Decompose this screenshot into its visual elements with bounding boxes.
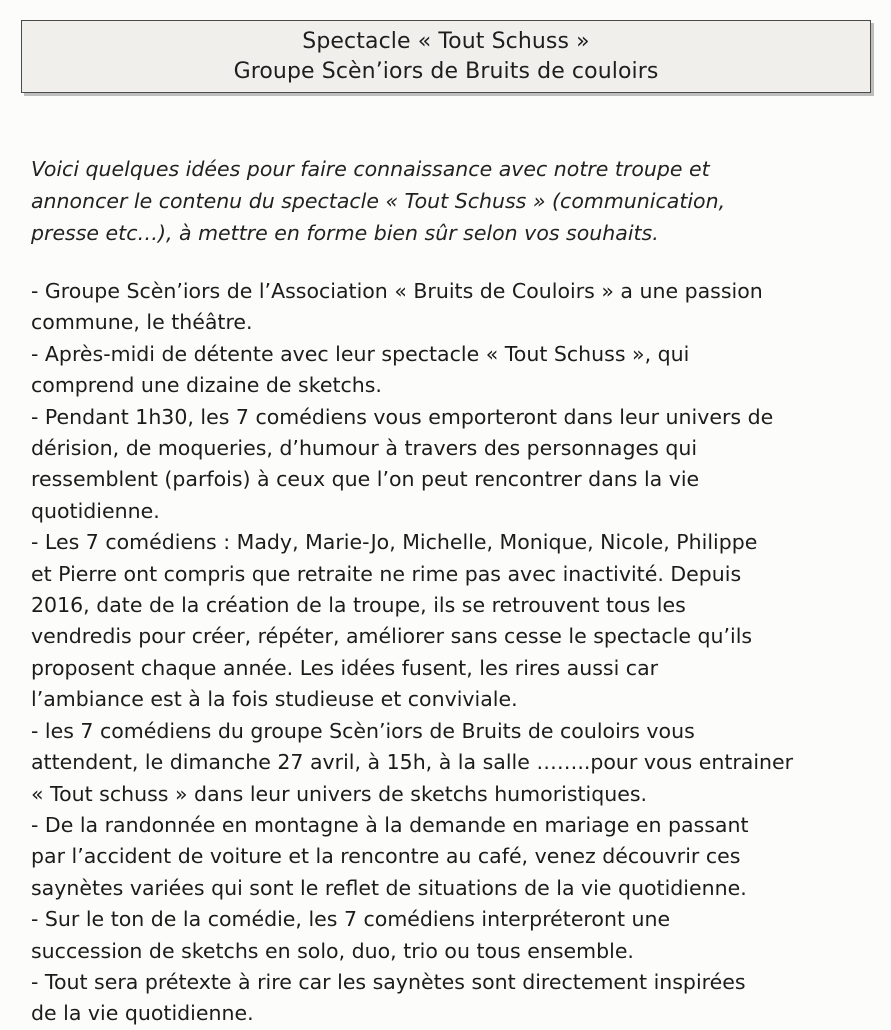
text-line: - Sur le ton de la comédie, les 7 comédiens interpréteront une <box>31 907 671 932</box>
text-line: proposent chaque année. Les idées fusent, les rires aussi car <box>31 655 659 680</box>
text-line: - Groupe Scèn’iors de l’Association « Bruits de Couloirs » a une passion <box>31 279 763 303</box>
intro-line: annoncer le contenu du spectacle « Tout Schuss » (communication, <box>31 189 726 213</box>
intro-line: presse etc…), à mettre en forme bien sûr selon vos souhaits. <box>31 221 659 245</box>
text-line: et Pierre ont compris que retraite ne rime pas avec inactivité. Depuis <box>31 561 742 586</box>
text-line: « Tout schuss » dans leur univers de sketchs humoristiques. <box>31 781 648 806</box>
document-subtitle: Groupe Scèn’iors de Bruits de couloirs <box>233 58 659 84</box>
text-line: - Après-midi de détente avec leur spectacle « Tout Schuss », qui <box>31 341 690 366</box>
text-line: - Tout sera prétexte à rire car les saynètes sont directement inspirées <box>31 969 746 994</box>
text-line: - les 7 comédiens du groupe Scèn’iors de Bruits de couloirs vous <box>31 718 695 743</box>
text-line: vendredis pour créer, répéter, améliorer sans cesse le spectacle qu’ils <box>31 624 753 649</box>
title-box <box>21 20 871 93</box>
text-line: comprend une dizaine de sketchs. <box>31 373 382 398</box>
text-line: saynètes variées qui sont le reflet de situations de la vie quotidienne. <box>31 875 747 900</box>
text-line: - Les 7 comédiens : Mady, Marie-Jo, Michelle, Monique, Nicole, Philippe <box>31 530 758 555</box>
text-line: - De la randonnée en montagne à la demande en mariage en passant <box>31 812 749 837</box>
text-line: dérision, de moqueries, d’humour à travers des personnages qui <box>31 436 698 461</box>
text-line: ressemblent (parfois) à ceux que l’on peut rencontrer dans la vie <box>31 467 700 492</box>
text-line: par l’accident de voiture et la rencontre au café, venez découvrir ces <box>31 844 741 869</box>
text-line: attendent, le dimanche 27 avril, à 15h, à la salle ……..pour vous entrainer <box>31 750 794 775</box>
document-title: Spectacle « Tout Schuss » <box>302 28 590 54</box>
text-line: commune, le théâtre. <box>31 310 253 335</box>
intro-line: Voici quelques idées pour faire connaissance avec notre troupe et <box>31 157 710 181</box>
text-line: l’ambiance est à la fois studieuse et conviviale. <box>31 687 518 712</box>
text-line: quotidienne. <box>31 498 160 523</box>
text-line: de la vie quotidienne. <box>31 1001 254 1026</box>
text-line: - Pendant 1h30, les 7 comédiens vous emporteront dans leur univers de <box>31 404 774 429</box>
body-text <box>31 276 881 1030</box>
intro-paragraph <box>31 153 881 249</box>
text-line: 2016, date de la création de la troupe, ils se retrouvent tous les <box>31 593 686 618</box>
text-line: succession de sketchs en solo, duo, trio ou tous ensemble. <box>31 938 634 963</box>
